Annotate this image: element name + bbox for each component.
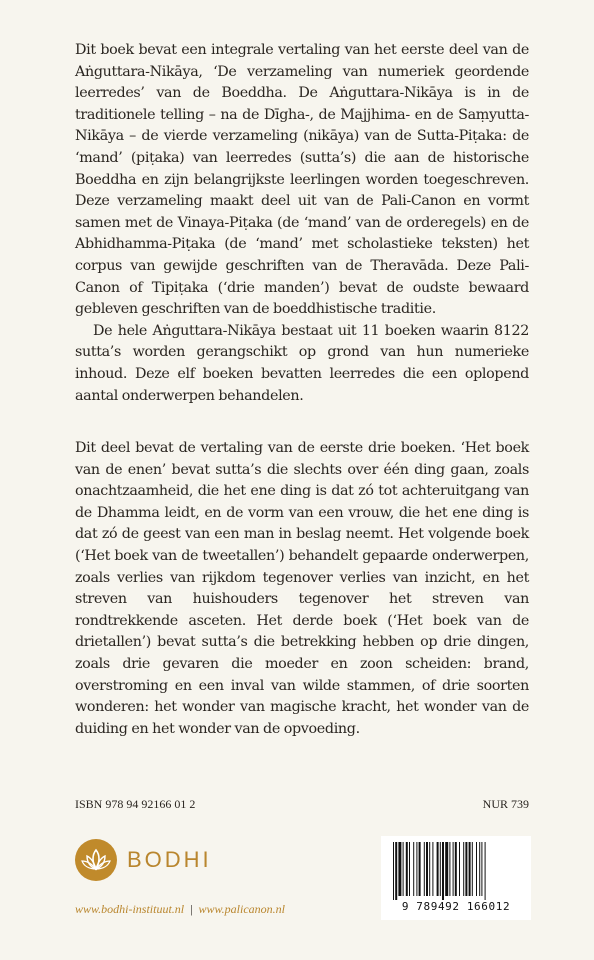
lotus-icon (75, 839, 117, 881)
description-paragraph-1: Dit boek bevat een integrale vertaling van het eerste deel van de Aṅguttara-Nikāya, ‘De verzameling van numeriek geordende leerredes’ van de Boeddha. De Aṅguttara-Nikāya is in de traditionele telling – na de Dīgha-, de Majjhima- en de Saṃyutta-Nikāya – de vierde verzameling (nikāya) van de Sutta-Piṭaka: de ‘mand’ (piṭaka) van leerredes (sutta’s) die aan de historische Boeddha en zijn belangrijkste leerlingen worden toegeschreven. Deze verzameling maakt deel uit van de Pali-Canon en vormt samen met de Vinaya-Piṭaka (de ‘mand’ van de orderegels) en de Abhidhamma-Piṭaka (de ‘mand’ met scholastieke teksten) het corpus van gewijde geschriften van de Theravāda. Deze Pali-Canon of Tipiṭaka (‘drie manden’) bevat de oudste bewaard gebleven geschriften van de boeddhistische traditie. (75, 42, 529, 318)
nur-code: NUR 739 (482, 797, 529, 811)
barcode-bars (391, 842, 521, 900)
url-palicanon[interactable]: www.palicanon.nl (198, 902, 285, 916)
description-paragraph-2: De hele Aṅguttara-Nikāya bestaat uit 11 boeken waarin 8122 sutta’s worden gerangschikt op grond van hun numerieke inhoud. Deze elf boeken bevatten leerredes die een oplopend aantal onderwerpen behandelen. (75, 322, 529, 404)
description-block-2 (75, 438, 529, 740)
isbn-number: ISBN 978 94 92166 01 2 (75, 797, 196, 811)
url-separator: | (190, 902, 193, 916)
barcode (381, 836, 531, 920)
description-paragraph-3: Dit deel bevat de vertaling van de eerste drie boeken. ‘Het boek van de enen’ bevat sutta’s die slechts over één ding gaan, zoals onachtzaamheid, die het ene ding is dat zó tot achteruitgang van de Dhamma leidt, en de vorm van een vrouw, die het ene ding is dat zó de geest van een man in beslag neemt. Het volgende boek (‘Het boek van de tweetallen’) behandelt gepaarde onderwerpen, zoals verlies van rijkdom tegenover verlies van inzicht, en het streven van huishouders tegenover het streven van rondtrekkende asceten. Het derde boek (‘Het boek van de drietallen’) bevat sutta’s die betrekking hebben op drie dingen, zoals drie gevaren die moeder en zoon scheiden: brand, overstroming en een inval van wilde stammen, of drie soorten wonderen: het wonder van magische kracht, het wonder van de duiding en het wonder van de opvoeding. (75, 440, 529, 737)
description-block-1 (75, 40, 529, 407)
url-bodhi-instituut[interactable]: www.bodhi-instituut.nl (75, 902, 185, 916)
publisher-logo (75, 838, 212, 882)
barcode-number: 9 789492 166012 (401, 900, 511, 913)
publisher-urls (75, 902, 285, 917)
publisher-name: BODHI (127, 847, 212, 872)
isbn-row (75, 797, 529, 812)
